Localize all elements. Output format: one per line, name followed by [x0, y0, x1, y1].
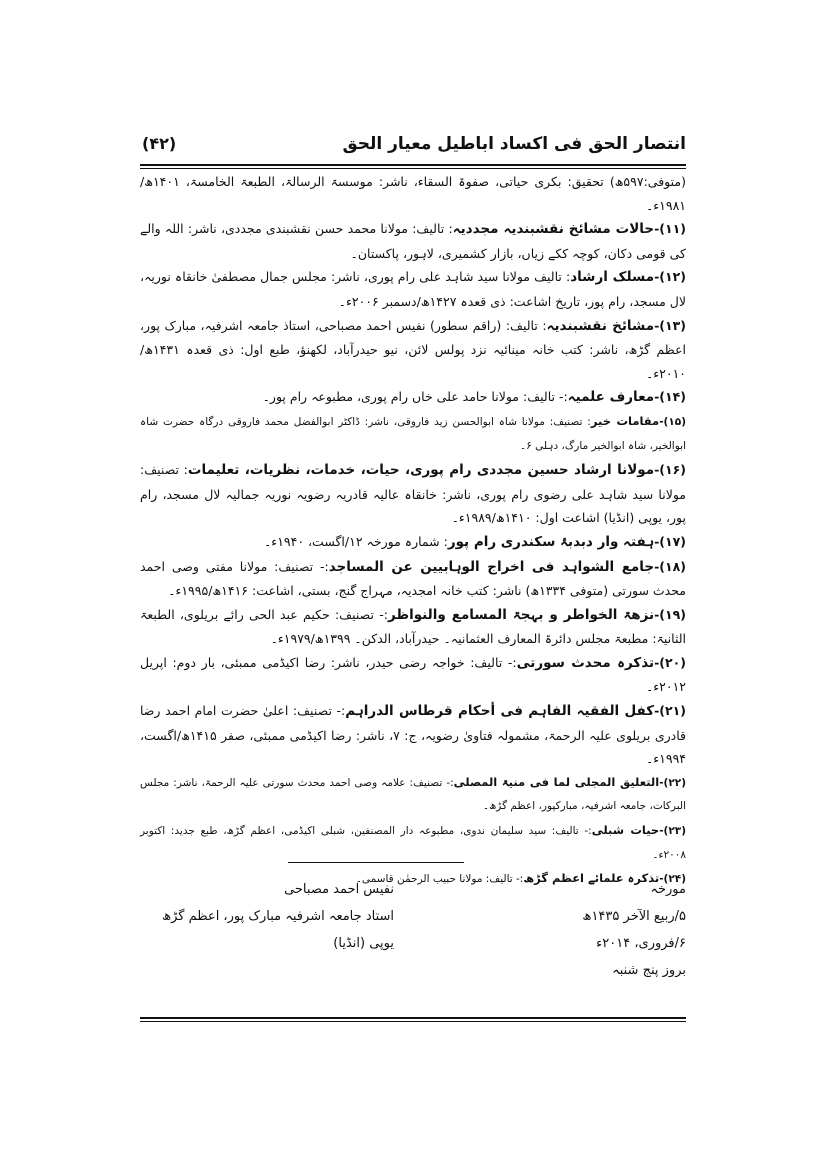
- entry-title: ہفتہ وار دبدبۂ سکندری رام پور: [447, 533, 655, 550]
- entry-text: :- تصنیف: مولانا مفتی وصی احمد محدث سورتی (متوفی ۱۳۳۴ھ) ناشر: کتب خانہ امجدیہ، مہراج گنج، بستی، اشاعت: ۱۴۱۶ھ/۱۹۹۵ء۔: [140, 558, 686, 599]
- footer-rule-thin: [140, 1021, 686, 1022]
- bibliography-entry: [140, 603, 686, 651]
- bibliography-entry: [140, 314, 686, 386]
- entry-number: (۱۱)-: [654, 221, 686, 237]
- entry-title: مسلک ارشاد: [570, 269, 655, 286]
- separator-line: [288, 862, 464, 863]
- footer-rule: [140, 1017, 686, 1019]
- entry-number: (۲۳)-: [659, 825, 687, 838]
- bibliography-entry: [140, 651, 686, 699]
- bibliography-list: [140, 170, 686, 892]
- date-label: مورخہ: [650, 882, 686, 897]
- bibliography-entry: [140, 265, 686, 313]
- author-name: نفیس احمد مصباحی: [284, 882, 394, 897]
- hijri-date: ۵/ربیع الآخر ۱۴۳۵ھ: [582, 909, 686, 924]
- bibliography-entry: [140, 555, 686, 603]
- bibliography-entry: [140, 699, 686, 771]
- entry-text: :- تالیف: مولانا حبیب الرحمٰن قاسمی۔: [355, 873, 524, 886]
- entry-text: : شمارہ مورخہ ۱۲/اگست، ۱۹۴۰ء۔: [263, 533, 448, 549]
- entry-text: : تصنیف: مولانا شاہ ابوالحسن زید فاروقی، ناشر: ڈاکٹر ابوالفضل محمد فاروقی درگاہ حضرت شاہ ابوالخیر، شاہ ابوالخیر مارگ، دہلی ۶۔: [140, 415, 686, 452]
- entry-text: : تصنیف: مولانا سید شاہد علی رضوی رام پوری، ناشر: خانقاہ عالیہ قادریہ رضویہ نوریہ جمالیہ لال مسجد، رام پور، یوپی (انڈیا) اشاعت اول: ۱۴۱۰ھ/۱۹۸۹ء۔: [140, 462, 686, 526]
- entry-number: (۲۰)-: [654, 654, 686, 670]
- header-rule-thin: [140, 168, 686, 169]
- entry-text: (متوفی:۵۹۷ھ) تحقیق: بکری حیاتی، صفوۃ السقاء، ناشر: موسسۃ الرسالۃ، الطبعۃ الخامسۃ، ۱۴۰۱ھ/۱۹۸۱ء۔: [140, 174, 686, 213]
- entry-title: جامع الشواہد فی اخراج الوہابیین عن المساجد: [328, 558, 655, 575]
- bibliography-entry: [140, 410, 686, 458]
- entry-title: التعلیق المجلی لما فی منیۃ المصلی: [453, 774, 660, 789]
- entry-number: (۲۱)-: [654, 703, 686, 719]
- gregorian-date: ۶/فروری، ۲۰۱۴ء: [596, 936, 686, 951]
- entry-number: (۱۳)-: [654, 317, 686, 333]
- entry-text: :- تالیف: سید سلیمان ندوی، مطبوعہ دار المصنفین، شبلی اکیڈمی، اعظم گڑھ، طبع جدید: اکتوبر ۲۰۰۸ء۔: [140, 825, 686, 861]
- entry-title: نزھۃ الخواطر و بہجۃ المسامع والنواظر: [387, 606, 655, 623]
- entry-number: (۲۲)-: [659, 776, 686, 789]
- entry-number: (۱۸)-: [654, 558, 686, 574]
- entry-text: : تالیف: (راقم سطور) نفیس احمد مصباحی، استاذ جامعہ اشرفیہ، مبارک پور، اعظم گڑھ، ناشر: کتب خانہ مینائیہ نزد پولس لائن، نیو حیدرآباد، لکھنؤ، طبع اول: ذی قعدہ ۱۴۳۱ھ/۲۰۱۰ء۔: [140, 317, 686, 381]
- date-block: [486, 876, 686, 984]
- entry-title: تذکرہ علمائے اعظم گڑھ: [523, 871, 660, 886]
- entry-text: :- تصنیف: اعلیٰ حضرت امام احمد رضا قادری بریلوی علیہ الرحمۃ، مشمولہ فتاویٰ رضویہ، ج: ۷، ناشر: رضا اکیڈمی ممبئی، صفر ۱۴۱۵ھ/اگست، ۱۹۹۴ء۔: [140, 703, 686, 767]
- entry-title: مشائخ نقشبندیہ: [546, 317, 655, 334]
- weekday: بروز پنج شنبہ: [612, 963, 686, 978]
- entry-text: : تالیف مولانا سید شاہد علی رام پوری، ناشر: مجلس جمال مصطفیٰ خانقاہ نوریہ، لال مسجد، رام پور، تاریخ اشاعت: ذی قعدہ ۱۴۲۷ھ/دسمبر ۲۰۰۶ء۔: [140, 269, 686, 309]
- entry-text: : تالیف: مولانا محمد حسن نقشبندی مجددی، ناشر: اللہ والے کی قومی دکان، کوچہ ککے زیاں، بازار کشمیری، لاہور، پاکستان۔: [140, 221, 686, 261]
- bibliography-entry: [140, 771, 686, 819]
- bibliography-entry: [140, 217, 686, 265]
- entry-title: معارف علمیہ: [567, 389, 655, 406]
- bibliography-entry: [140, 458, 686, 530]
- bibliography-entry: [140, 170, 686, 217]
- entry-title: کفل الفقیہ الفاہم فی أحکام قرطاس الدراہم: [345, 703, 655, 720]
- entry-title: حیات شبلی: [591, 823, 660, 838]
- author-location: یوپی (انڈیا): [333, 936, 394, 951]
- entry-text: :- تالیف: خواجہ رضی حیدر، ناشر: رضا اکیڈمی ممبئی، بار دوم: اپریل ۲۰۱۲ء۔: [140, 654, 686, 695]
- entry-number: (۱۵)-: [659, 415, 686, 428]
- bibliography-entry: [140, 819, 686, 867]
- entry-text: :- تالیف: مولانا حامد علی خاں رام پوری، مطبوعہ رام پور۔: [262, 389, 568, 405]
- bibliography-entry: [140, 385, 686, 410]
- entry-text: :- تصنیف: علامہ وصی احمد محدث سورتی علیہ الرحمۃ، ناشر: مجلس البرکات، جامعہ اشرفیہ، مبارکپور، اعظم گڑھ۔: [140, 776, 686, 813]
- author-block: [162, 876, 394, 957]
- entry-text: :- تصنیف: حکیم عبد الحی رائے بریلوی، الطبعۃ الثانیۃ: مطبعۃ مجلس دائرۃ المعارف العثمانیہ۔ حیدرآباد، الدکن۔ ۱۳۹۹ھ/۱۹۷۹ء۔: [140, 606, 686, 647]
- entry-number: (۱۶)-: [654, 462, 686, 478]
- page-header: [140, 132, 686, 162]
- entry-number: (۱۹)-: [654, 606, 686, 622]
- entry-number: (۱۴)-: [654, 389, 686, 405]
- entry-title: حالات مشائخ نقشبندیہ مجددیہ: [452, 221, 655, 238]
- page-number: (۴۲): [142, 134, 177, 153]
- entry-title: مولانا ارشاد حسین مجددی رام پوری، حیات، خدمات، نظریات، تعلیمات: [187, 462, 655, 479]
- author-position: استاد جامعہ اشرفیہ مبارک پور، اعظم گڑھ: [162, 909, 394, 924]
- running-title: انتصار الحق فی اکساد اباطیل معیار الحق: [342, 134, 686, 154]
- entry-number: (۱۷)-: [654, 533, 686, 549]
- bibliography-entry: [140, 530, 686, 555]
- header-rule: [140, 164, 686, 166]
- entry-title: مقامات خیر: [590, 413, 660, 428]
- entry-title: تذکرہ محدث سورتی: [516, 654, 655, 671]
- entry-number: (۱۲)-: [654, 269, 686, 285]
- entry-number: (۲۴)-: [659, 873, 686, 886]
